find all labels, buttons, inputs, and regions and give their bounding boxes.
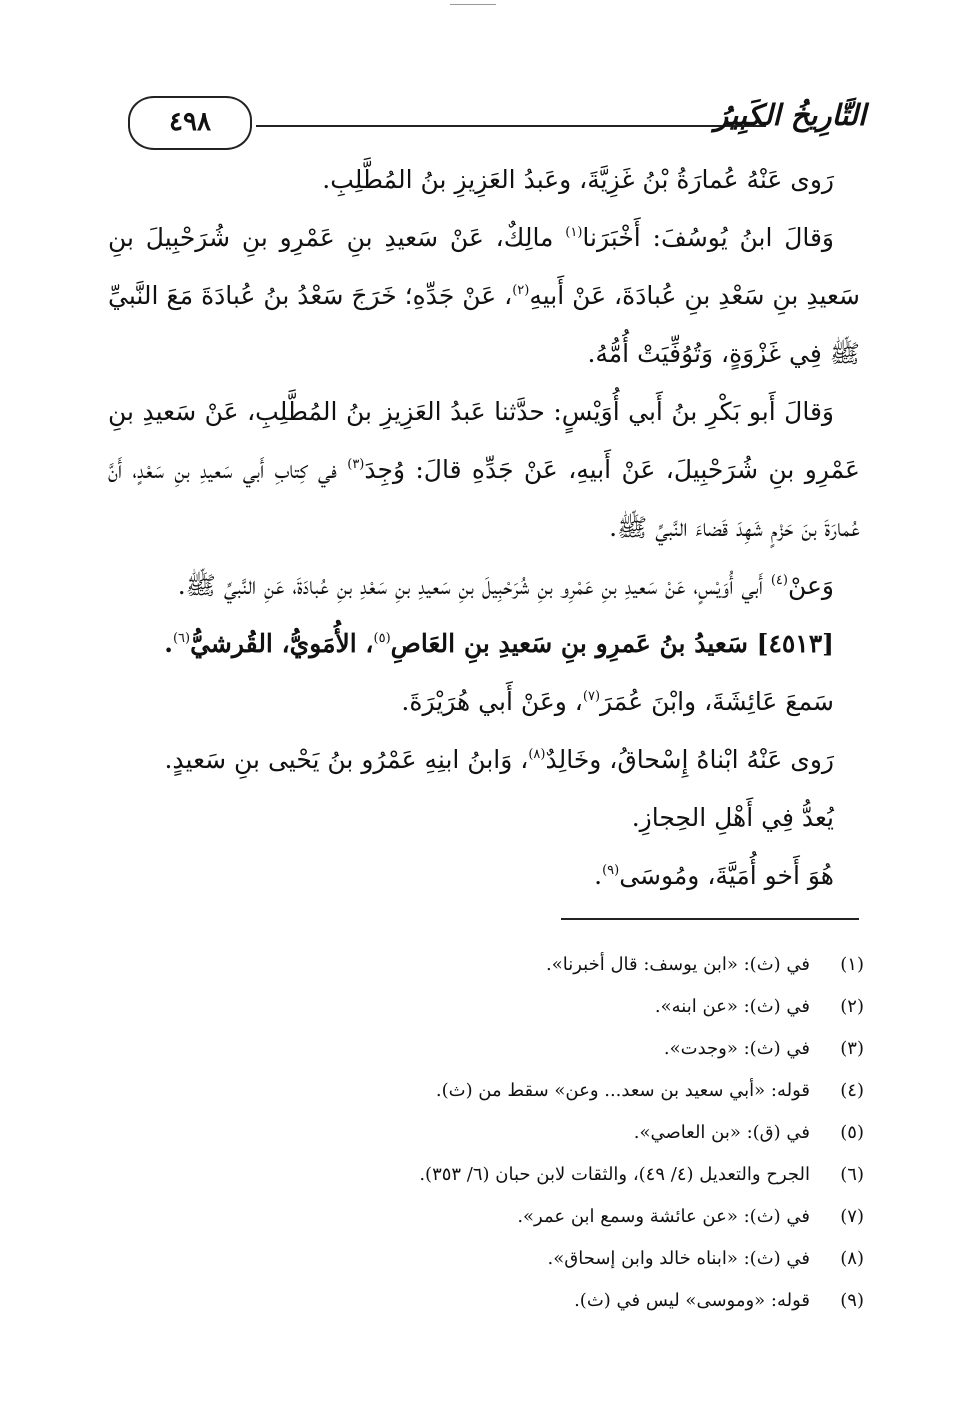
top-dash: [450, 4, 496, 5]
header-rule: [256, 125, 766, 127]
footnote-ref-3[interactable]: (٣): [347, 457, 365, 472]
paragraph-7: يُعدُّ فِي أَهْلِ الحِجازِ.: [631, 803, 834, 832]
footnote-item: [108, 1028, 864, 1070]
footnote-ref-8[interactable]: (٨): [528, 747, 546, 762]
footnote-number: (٩): [840, 1290, 864, 1311]
footnote-number: (٢): [840, 996, 864, 1017]
footnote-text: في (ث): «ابن يوسف: قال أخبرنا».: [546, 954, 810, 975]
footnote-separator: [561, 918, 859, 920]
paragraph-3: وَقالَ أَبو بَكْرِ بنُ أَبي أُوَيْسٍ: حدَّثنا عَبدُ العَزِيزِ بنُ المُطَّلِبِ، عَنْ سَعيدِ بنِ عَمْرِو بنِ شُرَحْبِيلَ، عَنْ أَبيهِ، عَنْ جَدِّهِ قالَ: وُجِدَ$^{(٣)}$ في كِتابِ أَبي سَعيدِ بنِ سَعْدٍ، أَنَّ عُمارَةَ بنَ حَزْمٍ شَهِدَ قَضاءَ النَّبيِّ ﷺ.: [108, 397, 860, 542]
footnote-number: (١): [840, 954, 864, 975]
footnote-item: [108, 1280, 864, 1322]
footnote-text: قوله: «وموسى» ليس في (ث).: [574, 1290, 810, 1311]
footnote-item: [108, 1238, 864, 1280]
footnote-ref-9[interactable]: (٩): [602, 863, 620, 878]
paragraph-5: سَمعَ عَائِشَةَ، وابْنَ عُمَرَ$^{(٧)}$، وعَنْ أَبي هُرَيْرَةَ.: [401, 687, 834, 716]
footnote-text: في (ث): «وجدت».: [663, 1038, 810, 1059]
footnote-text: في (ث): «عن ابنه».: [654, 996, 810, 1017]
footnote-item: [108, 1196, 864, 1238]
footnotes: [108, 944, 864, 1322]
footnote-text: قوله: «أبي سعيد بن سعد... وعن» سقط من (ث).: [435, 1080, 810, 1101]
paragraph-2: وَقالَ ابنُ يُوسُفَ: أَخْبَرَنا$^{(١)}$ مالِكٌ، عَنْ سَعيدِ بنِ عَمْرِو بنِ شُرَحْبِيلَ بنِ سَعيدِ بنِ سَعْدِ بنِ عُبادَةَ، عَنْ أَبيهِ$^{(٢)}$، عَنْ جَدِّهِ؛ خَرَجَ سَعْدُ بنُ عُبادَةَ مَعَ النَّبيِّ ﷺ فِي غَزْوَةٍ، وَتُوُفِّيَتْ أُمُّهُ.: [108, 223, 860, 368]
footnote-text: في (ث): «ابناه خالد وابن إسحاق».: [547, 1248, 810, 1269]
footnote-ref-5[interactable]: (٥): [373, 631, 391, 646]
footnote-number: (٨): [840, 1248, 864, 1269]
footnote-item: [108, 986, 864, 1028]
footnote-number: (٧): [840, 1206, 864, 1227]
footnote-number: (٣): [840, 1038, 864, 1059]
footnote-item: [108, 1154, 864, 1196]
footnote-number: (٥): [840, 1122, 864, 1143]
footnote-text: في (ق): «بن العاصي».: [633, 1122, 810, 1143]
entry-heading: [٤٥١٣] سَعيدُ بنُ عَمرِو بنِ سَعيدِ بنِ العَاصِ$^{(٥)}$، الأُمَويُّ، القُرشيُّ$^{(٦)}$.: [164, 629, 834, 658]
footnote-ref-7[interactable]: (٧): [582, 689, 601, 704]
paragraph-1: رَوى عَنْهُ عُمارَةُ بْنُ غَزِيَّةَ، وعَبدُ العَزِيزِ بنُ المُطَّلِبِ.: [322, 165, 834, 194]
footnote-ref-1[interactable]: (١): [565, 225, 583, 240]
footnote-ref-6[interactable]: (٦): [172, 631, 191, 646]
paragraph-6: رَوى عَنْهُ ابْناهُ إِسْحاقُ، وخَالِدٌ$^{(٨)}$، وَابنُ ابنِهِ عَمْرُو بنُ يَحْيى بنِ سَعيدٍ.: [164, 745, 834, 774]
main-text: [108, 151, 860, 905]
footnote-text: في (ث): «عن عائشة وسمع ابن عمر».: [517, 1206, 810, 1227]
page-number: ٤٩٨: [128, 96, 252, 150]
footnote-item: [108, 1112, 864, 1154]
footnote-number: (٤): [840, 1080, 864, 1101]
footnote-item: [108, 1070, 864, 1112]
paragraph-8: هُوَ أَخو أُمَيَّةَ، ومُوسَى$^{(٩)}$.: [594, 861, 834, 890]
paragraph-4: وَعنْ$^{(٤)}$ أَبي أُوَيْسٍ، عَنْ سَعيدِ بنِ عَمْرِو بنِ شُرَحْبِيلَ بنِ سَعيدِ بنِ سَعْدِ بنِ عُبادَةَ، عَنِ النَّبيِّ ﷺ.: [177, 571, 834, 600]
footnote-text: الجرح والتعديل (٤/ ٤٩)، والثقات لابن حبان (٦/ ٣٥٣).: [419, 1164, 810, 1185]
running-title: التَّارِيخُ الكَبِيرُ: [714, 98, 866, 132]
footnote-ref-2[interactable]: (٢): [512, 283, 530, 298]
footnote-number: (٦): [840, 1164, 864, 1185]
footnote-ref-4[interactable]: (٤): [770, 573, 788, 588]
footnote-item: [108, 944, 864, 986]
